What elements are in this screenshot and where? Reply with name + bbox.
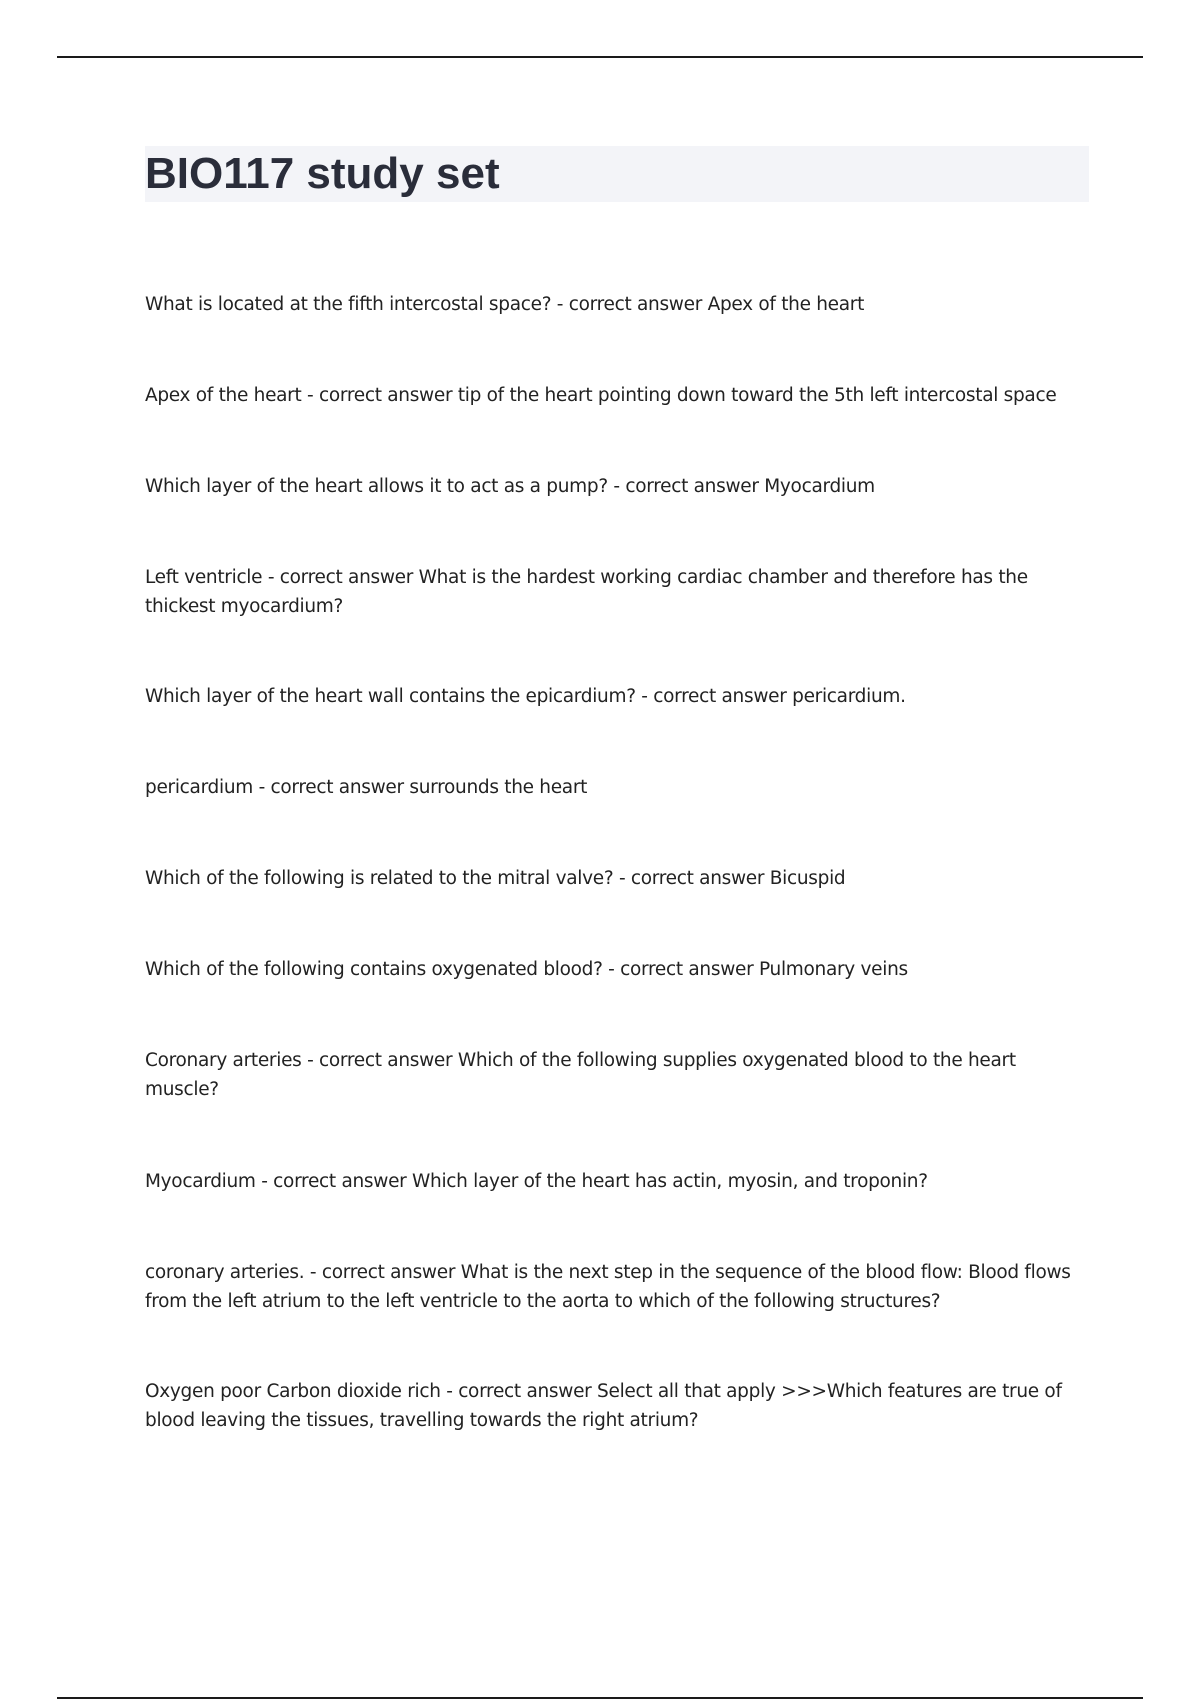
qa-entry: pericardium - correct answer surrounds the heart: [145, 777, 588, 798]
qa-entry: Which of the following is related to the mitral valve? - correct answer Bicuspid: [145, 868, 846, 889]
qa-entry: Coronary arteries - correct answer Which of the following supplies oxygenated blood to the heart muscle?: [145, 1050, 1016, 1100]
qa-entry: Myocardium - correct answer Which layer of the heart has actin, myosin, and troponin?: [145, 1171, 928, 1192]
qa-entry: What is located at the fifth intercostal space? - correct answer Apex of the heart: [145, 294, 865, 315]
top-divider: [57, 56, 1143, 58]
bottom-divider: [57, 1697, 1143, 1699]
page-title: BIO117 study set: [145, 149, 500, 198]
qa-entry: Which of the following contains oxygenated blood? - correct answer Pulmonary veins: [145, 959, 908, 980]
qa-entry: Which layer of the heart wall contains the epicardium? - correct answer pericardium.: [145, 686, 906, 707]
qa-entry: Apex of the heart - correct answer tip of the heart pointing down toward the 5th left intercostal space: [145, 385, 1057, 406]
qa-entry: coronary arteries. - correct answer What is the next step in the sequence of the blood flow: Blood flows from the left atrium to the left ventricle to the aorta to which of the following structures?: [145, 1262, 1071, 1312]
qa-entry: Oxygen poor Carbon dioxide rich - correct answer Select all that apply >>>Which features are true of blood leaving the tissues, travelling towards the right atrium?: [145, 1381, 1062, 1431]
qa-entry: Which layer of the heart allows it to act as a pump? - correct answer Myocardium: [145, 476, 875, 497]
qa-entry: Left ventricle - correct answer What is the hardest working cardiac chamber and therefore has the thickest myocardium?: [145, 567, 1028, 617]
